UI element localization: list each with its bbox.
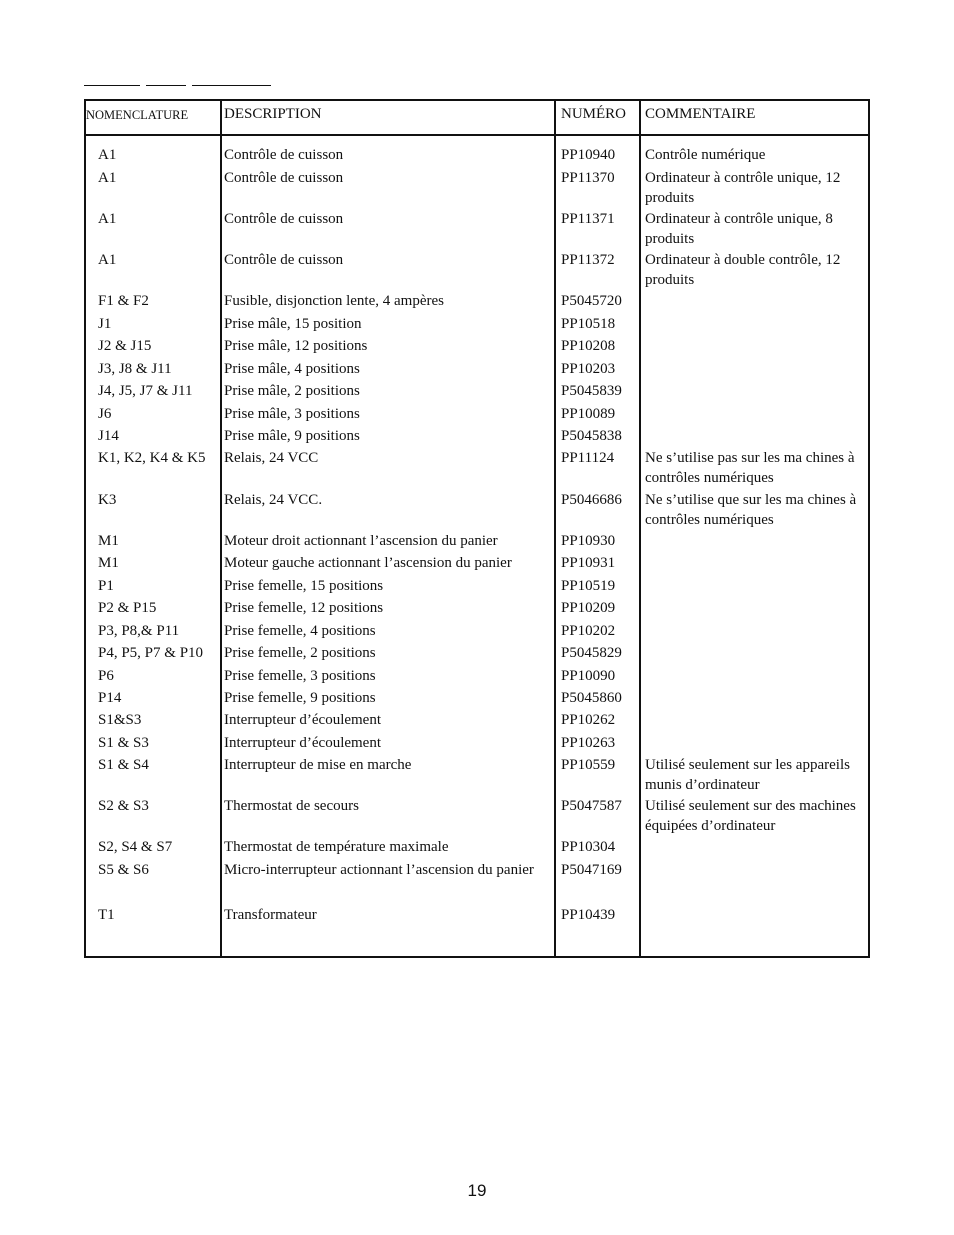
table-row xyxy=(86,381,868,404)
numero-cell: PP10203 xyxy=(561,361,616,377)
nomenclature-cell: J6 xyxy=(98,406,112,422)
numero-cell: PP10089 xyxy=(561,406,616,422)
nomenclature-cell: A1 xyxy=(98,170,117,186)
numero-cell: PP10931 xyxy=(561,555,616,571)
numero-cell: PP10202 xyxy=(561,623,616,639)
header-rule-2 xyxy=(146,85,186,86)
numero-cell: PP10304 xyxy=(561,839,616,855)
nomenclature-cell: A1 xyxy=(98,252,117,268)
numero-cell: P5045860 xyxy=(561,690,622,706)
numero-cell: PP10262 xyxy=(561,712,616,728)
description-cell: Prise femelle, 3 positions xyxy=(224,668,376,684)
table-row xyxy=(86,598,868,621)
table-row xyxy=(86,666,868,688)
table-row xyxy=(86,860,868,905)
table-row xyxy=(86,314,868,336)
numero-cell: PP10518 xyxy=(561,316,616,332)
numero-cell: PP11370 xyxy=(561,170,615,186)
nomenclature-cell: K3 xyxy=(98,492,117,508)
description-cell: Moteur droit actionnant l’ascension du panier xyxy=(224,533,498,549)
table-row xyxy=(86,733,868,755)
numero-cell: P5045720 xyxy=(561,293,622,309)
table-row xyxy=(86,643,868,666)
nomenclature-cell: J4, J5, J7 & J11 xyxy=(98,383,193,399)
description-cell: Moteur gauche actionnant l’ascension du panier xyxy=(224,555,512,571)
commentaire-cell: Utilisé seulement sur des machines équipées d’ordinateur xyxy=(645,798,856,834)
commentaire-cell: Ne s’utilise que sur les ma chines à contrôles numériques xyxy=(645,492,857,528)
description-cell: Prise mâle, 12 positions xyxy=(224,338,368,354)
description-cell: Transformateur xyxy=(224,907,317,923)
table-row xyxy=(86,531,868,553)
table-row xyxy=(86,145,868,168)
header-description: DESCRIPTION xyxy=(224,106,322,122)
table-row xyxy=(86,553,868,576)
commentaire-cell: Ordinateur à contrôle unique, 8 produits xyxy=(645,211,833,247)
commentaire-cell: Ordinateur à double contrôle, 12 produits xyxy=(645,252,841,288)
description-cell: Contrôle de cuisson xyxy=(224,211,344,227)
commentaire-cell: Utilisé seulement sur les appareils munis d’ordinateur xyxy=(645,757,850,793)
nomenclature-cell: K1, K2, K4 & K5 xyxy=(98,450,206,466)
page-number: 19 xyxy=(467,1181,487,1200)
table-row xyxy=(86,336,868,359)
table-row xyxy=(86,448,868,490)
nomenclature-cell: P2 & P15 xyxy=(98,600,157,616)
nomenclature-cell: S2 & S3 xyxy=(98,798,149,814)
numero-cell: PP10090 xyxy=(561,668,616,684)
description-cell: Relais, 24 VCC. xyxy=(224,492,323,508)
table-row xyxy=(86,426,868,448)
numero-cell: P5046686 xyxy=(561,492,622,508)
numero-cell: P5047587 xyxy=(561,798,622,814)
numero-cell: PP11124 xyxy=(561,450,615,466)
nomenclature-cell: S1&S3 xyxy=(98,712,142,728)
description-cell: Prise mâle, 4 positions xyxy=(224,361,360,377)
nomenclature-cell: J2 & J15 xyxy=(98,338,152,354)
table-row xyxy=(86,576,868,598)
nomenclature-cell: J14 xyxy=(98,428,119,444)
description-cell: Prise mâle, 9 positions xyxy=(224,428,360,444)
numero-cell: PP10930 xyxy=(561,533,616,549)
table-row xyxy=(86,359,868,381)
description-cell: Prise mâle, 15 position xyxy=(224,316,362,332)
header-rule-3 xyxy=(192,85,271,86)
nomenclature-cell: J3, J8 & J11 xyxy=(98,361,172,377)
header-divider xyxy=(86,134,868,136)
numero-cell: PP10208 xyxy=(561,338,616,354)
description-cell: Contrôle de cuisson xyxy=(224,147,344,163)
numero-cell: P5045839 xyxy=(561,383,622,399)
description-cell: Thermostat de température maximale xyxy=(224,839,449,855)
table-row xyxy=(86,250,868,291)
table-row xyxy=(86,755,868,796)
nomenclature-cell: A1 xyxy=(98,211,117,227)
nomenclature-cell: S2, S4 & S7 xyxy=(98,839,173,855)
nomenclature-cell: M1 xyxy=(98,533,119,549)
table-row xyxy=(86,688,868,710)
description-cell: Interrupteur de mise en marche xyxy=(224,757,412,773)
commentaire-cell: Ordinateur à contrôle unique, 12 produits xyxy=(645,170,841,206)
numero-cell: PP10209 xyxy=(561,600,616,616)
header-commentaire: COMMENTAIRE xyxy=(645,106,756,122)
numero-cell: P5045838 xyxy=(561,428,622,444)
table-body xyxy=(86,145,868,928)
nomenclature-cell: P4, P5, P7 & P10 xyxy=(98,645,204,661)
nomenclature-cell: P14 xyxy=(98,690,122,706)
numero-cell: PP10940 xyxy=(561,147,616,163)
nomenclature-cell: J1 xyxy=(98,316,112,332)
table-row xyxy=(86,796,868,837)
nomenclature-cell: S1 & S4 xyxy=(98,757,149,773)
description-cell: Thermostat de secours xyxy=(224,798,359,814)
description-cell: Prise femelle, 15 positions xyxy=(224,578,384,594)
numero-cell: PP11371 xyxy=(561,211,615,227)
table-row xyxy=(86,710,868,733)
description-cell: Fusible, disjonction lente, 4 ampères xyxy=(224,293,444,309)
table-row xyxy=(86,905,868,928)
description-cell: Interrupteur d’écoulement xyxy=(224,712,382,728)
table-row xyxy=(86,209,868,250)
numero-cell: P5047169 xyxy=(561,862,622,878)
nomenclature-cell: P6 xyxy=(98,668,114,684)
numero-cell: PP10263 xyxy=(561,735,616,751)
table-row xyxy=(86,168,868,209)
numero-cell: PP10559 xyxy=(561,757,616,773)
nomenclature-cell: T1 xyxy=(98,907,115,923)
table-row xyxy=(86,490,868,531)
header-rule-1 xyxy=(84,85,140,86)
commentaire-cell: Contrôle numérique xyxy=(645,147,766,163)
table-row xyxy=(86,621,868,643)
nomenclature-cell: A1 xyxy=(98,147,117,163)
nomenclature-cell: P1 xyxy=(98,578,114,594)
nomenclature-cell: S1 & S3 xyxy=(98,735,149,751)
description-cell: Micro-interrupteur actionnant l’ascension du panier xyxy=(224,862,534,878)
description-cell: Prise femelle, 2 positions xyxy=(224,645,376,661)
nomenclature-cell: P3, P8,& P11 xyxy=(98,623,180,639)
description-cell: Prise mâle, 3 positions xyxy=(224,406,360,422)
description-cell: Prise femelle, 4 positions xyxy=(224,623,376,639)
description-cell: Prise femelle, 12 positions xyxy=(224,600,384,616)
header-numero: NUMÉRO xyxy=(561,106,627,122)
table-row xyxy=(86,291,868,314)
numero-cell: PP10519 xyxy=(561,578,616,594)
numero-cell: P5045829 xyxy=(561,645,622,661)
header-nomenclature: NOMENCLATURE xyxy=(86,108,189,122)
nomenclature-cell: F1 & F2 xyxy=(98,293,149,309)
numero-cell: PP10439 xyxy=(561,907,616,923)
description-cell: Prise mâle, 2 positions xyxy=(224,383,360,399)
nomenclature-cell: S5 & S6 xyxy=(98,862,149,878)
description-cell: Interrupteur d’écoulement xyxy=(224,735,382,751)
table-row xyxy=(86,837,868,860)
parts-table xyxy=(84,99,870,958)
numero-cell: PP11372 xyxy=(561,252,615,268)
nomenclature-cell: M1 xyxy=(98,555,119,571)
description-cell: Contrôle de cuisson xyxy=(224,252,344,268)
description-cell: Prise femelle, 9 positions xyxy=(224,690,376,706)
description-cell: Relais, 24 VCC xyxy=(224,450,319,466)
commentaire-cell: Ne s’utilise pas sur les ma chines à contrôles numériques xyxy=(645,450,855,486)
description-cell: Contrôle de cuisson xyxy=(224,170,344,186)
table-row xyxy=(86,404,868,426)
